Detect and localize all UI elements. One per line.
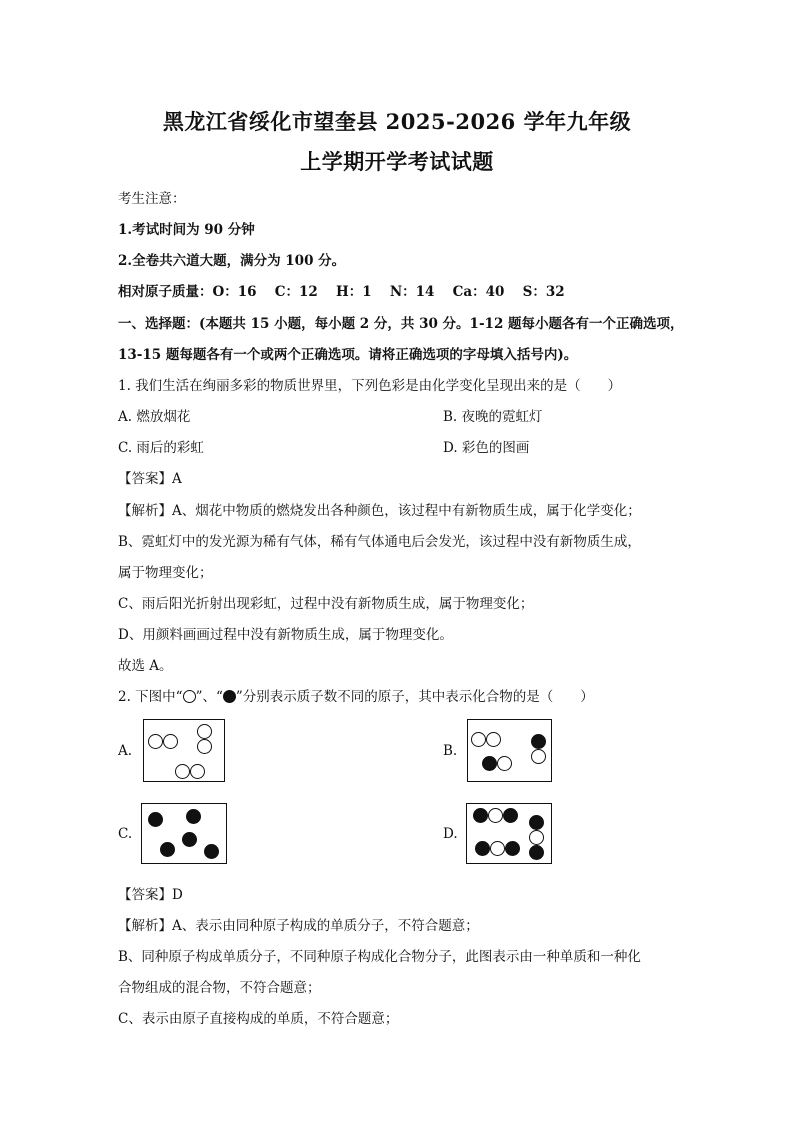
q2-option-d-label: D.	[443, 826, 458, 842]
q2-diagram-c	[141, 803, 227, 864]
section1-instruction-2: 13-15 题每题各有一个或两个正确选项。请将正确选项的字母填入括号内)。	[118, 347, 578, 363]
filled-atom	[186, 809, 201, 824]
q2-explanation-4: C、表示由原子直接构成的单质，不符合题意；	[118, 1011, 399, 1027]
hollow-atom	[163, 734, 178, 749]
notice-item-2: 2.全卷共六道大题，满分为 100 分。	[118, 253, 346, 269]
hollow-atom	[197, 739, 212, 754]
q1-option-d: D. 彩色的图画	[443, 440, 530, 456]
filled-atom	[482, 756, 497, 771]
q2-explanation-1: 【解析】A、表示由同种原子构成的单质分子，不符合题意；	[118, 918, 479, 934]
hollow-atom	[471, 732, 486, 747]
filled-atom	[148, 812, 163, 827]
q2-diagram-d	[466, 803, 552, 864]
q1-explanation-3: 属于物理变化；	[118, 565, 213, 581]
hollow-atom	[497, 756, 512, 771]
q2-stem-part-3: ”分别表示质子数不同的原子，其中表示化合物的是（ ）	[235, 689, 594, 705]
q2-stem-part-1: 2. 下图中“	[118, 689, 183, 705]
hollow-atom	[486, 732, 501, 747]
filled-atom-icon	[223, 690, 236, 703]
filled-atom	[473, 808, 488, 823]
q1-option-b: B. 夜晚的霓虹灯	[443, 409, 543, 425]
hollow-atom	[175, 764, 190, 779]
filled-atom	[529, 845, 544, 860]
q2-option-c-label: C.	[118, 826, 133, 842]
q1-answer: 【答案】A	[118, 471, 182, 487]
filled-atom	[160, 842, 175, 857]
q2-diagram-a	[143, 719, 225, 782]
filled-atom	[505, 841, 520, 856]
q2-option-a-label: A.	[118, 743, 133, 759]
q1-option-a: A. 燃放烟花	[118, 409, 191, 425]
q2-stem-part-2: ”、“	[195, 689, 223, 705]
filled-atom	[475, 841, 490, 856]
hollow-atom	[197, 724, 212, 739]
hollow-atom	[529, 830, 544, 845]
q1-explanation-6: 故选 A。	[118, 658, 173, 674]
q2-explanation-2: B、同种原子构成单质分子，不同种原子构成化合物分子，此图表示由一种单质和一种化	[118, 949, 641, 965]
q1-option-c: C. 雨后的彩虹	[118, 440, 204, 456]
filled-atom	[529, 815, 544, 830]
q2-explanation-3: 合物组成的混合物，不符合题意；	[118, 980, 321, 996]
hollow-atom	[490, 841, 505, 856]
notice-heading: 考生注意：	[118, 191, 186, 207]
hollow-atom-icon	[183, 690, 196, 703]
question-1-stem: 1. 我们生活在绚丽多彩的物质世界里，下列色彩是由化学变化呈现出来的是（ ）	[118, 378, 622, 394]
q1-explanation-5: D、用颜料画画过程中没有新物质生成，属于物理变化。	[118, 627, 453, 643]
exam-title-line1: 黑龙江省绥化市望奎县 2025-2026 学年九年级	[162, 109, 632, 134]
q1-explanation-1: 【解析】A、烟花中物质的燃烧发出各种颜色，该过程中有新物质生成，属于化学变化；	[118, 503, 641, 519]
q1-explanation-4: C、雨后阳光折射出现彩虹，过程中没有新物质生成，属于物理变化；	[118, 596, 534, 612]
filled-atom	[531, 734, 546, 749]
atomic-mass-line: 相对原子质量：O：16 C：12 H：1 N：14 Ca：40 S：32	[118, 284, 565, 300]
q1-explanation-2: B、霓虹灯中的发光源为稀有气体，稀有气体通电后会发光，该过程中没有新物质生成，	[118, 534, 641, 550]
exam-title-line2: 上学期开学考试试题	[300, 149, 494, 174]
hollow-atom	[148, 734, 163, 749]
hollow-atom	[488, 808, 503, 823]
q2-diagram-b	[467, 719, 552, 782]
section1-instruction-1: 一、选择题：(本题共 15 小题，每小题 2 分，共 30 分。1-12 题每小题各有一个正确选项，	[118, 316, 684, 332]
filled-atom	[503, 808, 518, 823]
q2-option-b-label: B.	[443, 743, 458, 759]
filled-atom	[204, 844, 219, 859]
notice-item-1: 1.考试时间为 90 分钟	[118, 222, 255, 238]
hollow-atom	[531, 749, 546, 764]
filled-atom	[182, 832, 197, 847]
q2-answer: 【答案】D	[118, 887, 183, 903]
question-2-stem	[118, 685, 594, 705]
hollow-atom	[190, 764, 205, 779]
